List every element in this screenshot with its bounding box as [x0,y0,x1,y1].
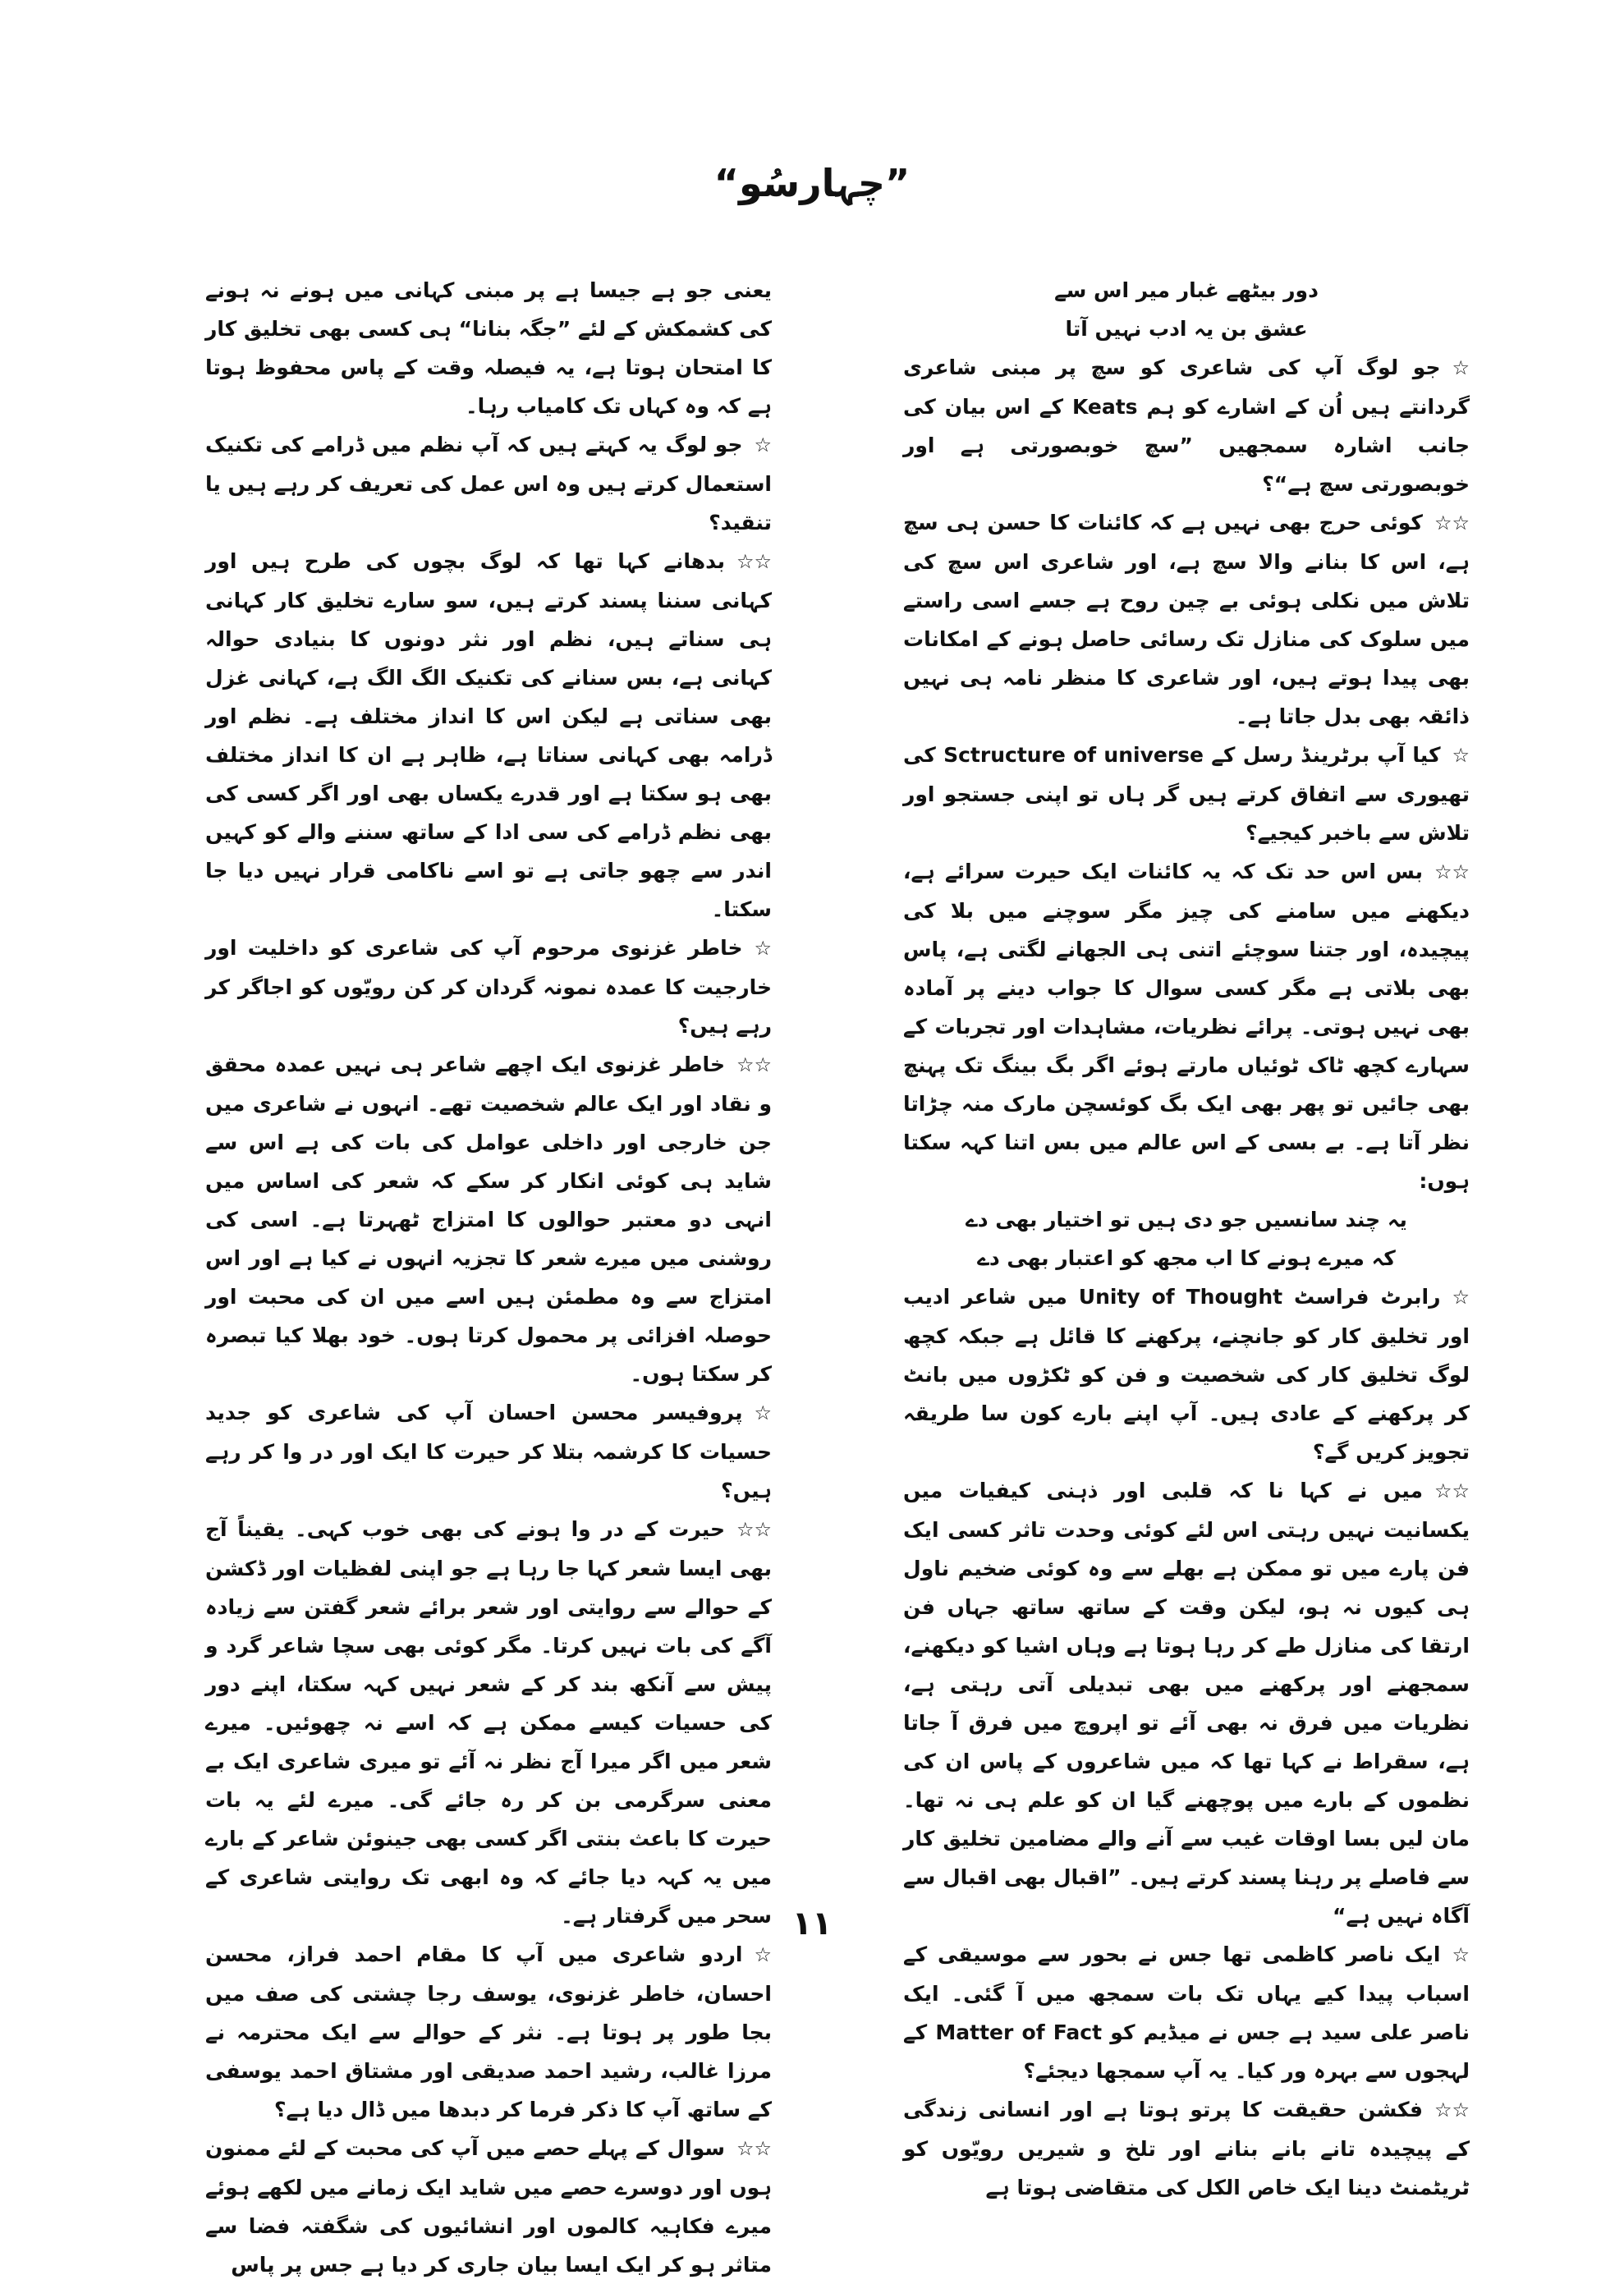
answer-paragraph [205,2129,772,2284]
question-text: جو لوگ یہ کہتے ہیں کہ آپ نظم میں ڈرامے کی تکنیک استعمال کرتے ہیں وہ اس عمل کی تعریف کر رہے ہیں یا تنقید؟ [205,433,772,534]
page-header-title: ”چہارسُو“ [713,161,911,205]
left-column [205,271,772,2277]
answer-paragraph [205,1045,772,1393]
verse-line: دور بیٹھے غبار میر اس سے [1054,278,1319,302]
page-number: ۱۱ [791,1905,833,1942]
right-column [903,271,1470,2199]
question-paragraph [205,425,772,542]
verse-line: کہ میرے ہونے کا اب مجھ کو اعتبار بھی دے [977,1246,1396,1270]
double-star-icon: ☆☆ [736,550,772,573]
answer-paragraph [205,1510,772,1935]
question-text: کیا آپ برٹرینڈ رسل کے Sctructure of universe کی تھیوری سے اتفاق کرتے ہیں گر ہاں تو اپنی جستجو اور تلاش سے باخبر کیجیے؟ [903,743,1470,845]
double-star-icon: ☆☆ [1434,2098,1470,2121]
question-paragraph [205,1393,772,1510]
double-star-icon: ☆☆ [1434,511,1470,534]
verse-line: یہ چند سانسیں جو دی ہیں تو اختیار بھی دے [966,1208,1407,1231]
answer-text: فکشن حقیقت کا پرتو ہوتا ہے اور انسانی زندگی کے پیچیدہ تانے بانے بنانے اور تلخ و شیریں رویّوں کو ٹریٹمنٹ دینا ایک خاص الکل کی متقاضی ہوتا ہے [903,2098,1470,2199]
star-icon: ☆ [754,937,772,960]
double-star-icon: ☆☆ [1434,1479,1470,1502]
question-text: ایک ناصر کاظمی تھا جس نے بحور سے موسیقی کے اسباب پیدا کیے یہاں تک بات سمجھ میں آ گئی۔ ایک ناصر علی سید ہے جس نے میڈیم کو Matter of Fact کے لہجوں سے بہرہ ور کیا۔ یہ آپ سمجھا دیجئے؟ [903,1942,1470,2083]
answer-paragraph [903,503,1470,736]
star-icon: ☆ [754,433,772,456]
answer-paragraph [205,271,772,425]
answer-text: خاطر غزنوی ایک اچھے شاعر ہی نہیں عمدہ محقق و نقاد اور ایک عالم شخصیت تھے۔ انہوں نے شاعری میں جن خارجی اور داخلی عوامل کی بات کی ہے اس سے شاید ہی کوئی انکار کر سکے کہ شعر کی اساس میں انہی دو معتبر حوالوں کا امتزاج ٹھہرتا ہے۔ اسی کی روشنی میں میرے شعر کا تجزیہ انہوں نے کیا ہے اور اس امتزاج سے وہ مطمئن ہیں اسے میں ان کی محبت اور حوصلہ افزائی پر محمول کرتا ہوں۔ خود بھلا کیا تبصرہ کر سکتا ہوں۔ [205,1053,772,1386]
answer-paragraph [903,852,1470,1200]
question-text: جو لوگ آپ کی شاعری کو سچ پر مبنی شاعری گردانتے ہیں اُن کے اشارے کو ہم Keats کے اس بیان کی جانب اشارہ سمجھیں ”سچ خوبصورتی ہے اور خوبصورتی سچ ہے“؟ [903,355,1470,496]
double-star-icon: ☆☆ [736,1518,772,1541]
question-text: پروفیسر محسن احسان آپ کی شاعری کو جدید حسیات کا کرشمہ بتلا کر حیرت کا ایک اور در وا کر رہے ہیں؟ [205,1401,772,1502]
question-paragraph [903,1277,1470,1471]
question-paragraph [903,1935,1470,2090]
question-text: اردو شاعری میں آپ کا مقام احمد فراز، محسن احسان، خاطر غزنوی، یوسف رجا چشتی کی صف میں بجا طور پر ہوتا ہے۔ نثر کے حوالے سے ایک محترمہ نے مرزا غالب، رشید احمد صدیقی اور مشتاق احمد یوسفی کے ساتھ آپ کا ذکر فرما کر دبدھا میں ڈال دیا ہے؟ [205,1942,772,2121]
question-paragraph [205,1935,772,2129]
answer-paragraph [903,2090,1470,2207]
star-icon: ☆ [1452,1943,1470,1966]
double-star-icon: ☆☆ [736,1053,772,1076]
double-star-icon: ☆☆ [736,2137,772,2160]
star-icon: ☆ [1452,356,1470,379]
answer-text: میں نے کہا نا کہ قلبی اور ذہنی کیفیات میں یکسانیت نہیں رہتی اس لئے کوئی وحدت تاثر کسی ایک فن پارے میں تو ممکن ہے بھلے سے وہ کوئی ضخیم ناول ہی کیوں نہ ہو، لیکن وقت کے ساتھ ساتھ جہاں فن ارتقا کی منازل طے کر رہا ہوتا ہے وہاں اشیا کو دیکھنے، سمجھنے اور پرکھنے میں بھی تبدیلی آتی رہتی ہے، نظریات میں فرق نہ بھی آئے تو اپروچ میں فرق آ جاتا ہے، سقراط نے کہا تھا کہ میں شاعروں کے پاس ان کی نظموں کے بارے میں پوچھنے گیا ان کو علم ہی نہ تھا۔ مان لیں بسا اوقات غیب سے آنے والے مضامین تخلیق کار سے فاصلے پر رہنا پسند کرتے ہیں۔ ”اقبال بھی اقبال سے آگاہ نہیں ہے“ [903,1479,1470,1928]
star-icon: ☆ [754,1943,772,1966]
star-icon: ☆ [754,1401,772,1424]
answer-paragraph [903,1471,1470,1935]
question-text: خاطر غزنوی مرحوم آپ کی شاعری کو داخلیت اور خارجیت کا عمدہ نمونہ گردان کر کن رویّوں کو اجاگر کر رہے ہیں؟ [205,936,772,1038]
verse-line: عشق بن یہ ادب نہیں آتا [1065,317,1308,341]
answer-text: یعنی جو ہے جیسا ہے پر مبنی کہانی میں ہونے نہ ہونے کی کشمکش کے لئے ”جگہ بنانا“ ہی کسی بھی تخلیق کار کا امتحان ہوتا ہے، یہ فیصلہ وقت کے پاس محفوظ ہوتا ہے کہ وہ کہاں تک کامیاب رہا۔ [205,278,772,418]
answer-paragraph [205,542,772,929]
star-icon: ☆ [1452,1286,1470,1309]
question-paragraph [205,929,772,1045]
answer-text: سوال کے پہلے حصے میں آپ کی محبت کے لئے ممنون ہوں اور دوسرے حصے میں شاید ایک زمانے میں لکھے ہوئے میرے فکاہیہ کالموں اور انشائیوں کی شگفتہ فضا سے متاثر ہو کر ایک ایسا بیان جاری کر دیا ہے جس پر پاس [205,2136,772,2277]
star-icon: ☆ [1452,744,1470,767]
double-star-icon: ☆☆ [1434,860,1470,883]
question-text: رابرٹ فراسٹ Unity of Thought میں شاعر ادیب اور تخلیق کار کو جانچنے، پرکھنے کا قائل ہے جبکہ کچھ لوگ تخلیق کار کی شخصیت و فن کو ٹکڑوں میں بانٹ کر پرکھنے کے عادی ہیں۔ آپ اپنے بارے کون سا طریقہ تجویز کریں گے؟ [903,1285,1470,1464]
question-paragraph [903,736,1470,852]
question-paragraph [903,348,1470,503]
answer-text: بس اس حد تک کہ یہ کائنات ایک حیرت سرائے ہے، دیکھنے میں سامنے کی چیز مگر سوچنے میں بلا کی پیچیدہ، اور جتنا سوچئے اتنی ہی الجھانے لگتی ہے، پاس بھی بلاتی ہے مگر کسی سوال کا جواب دینے پر آمادہ بھی نہیں ہوتی۔ پرائے نظریات، مشاہدات اور تجربات کے سہارے کچھ ٹاک ٹوئیاں مارتے ہوئے اگر بگ بینگ تک پہنچ بھی جائیں تو پھر بھی ایک بگ کوئسچن مارک منہ چڑاتا نظر آتا ہے۔ بے بسی کے اس عالم میں بس اتنا کہہ سکتا ہوں: [903,860,1470,1193]
answer-text: بدھانے کہا تھا کہ لوگ بچوں کی طرح ہیں اور کہانی سننا پسند کرتے ہیں، سو سارے تخلیق کار کہانی ہی سناتے ہیں، نظم اور نثر دونوں کا بنیادی حوالہ کہانی ہے، بس سنانے کی تکنیک الگ الگ ہے، کہانی غزل بھی سناتی ہے لیکن اس کا انداز مختلف ہے۔ نظم اور ڈرامہ بھی کہانی سناتا ہے، ظاہر ہے ان کا انداز مختلف بھی ہو سکتا ہے اور قدرے یکساں بھی اور اگر کسی کی بھی نظم ڈرامے کی سی ادا کے ساتھ سننے والے کو کہیں اندر سے چھو جاتی ہے تو اسے ناکامی قرار نہیں دیا جا سکتا۔ [205,549,772,921]
answer-text: حیرت کے در وا ہونے کی بھی خوب کہی۔ یقیناً آج بھی ایسا شعر کہا جا رہا ہے جو اپنی لفظیات اور ڈکشن کے حوالے سے روایتی اور شعر برائے شعر گفتن سے زیادہ آگے کی بات نہیں کرتا۔ مگر کوئی بھی سچا شاعر گرد و پیش سے آنکھ بند کر کے شعر نہیں کہہ سکتا، اپنے دور کی حسیات کیسے ممکن ہے کہ اسے نہ چھوئیں۔ میرے شعر میں اگر میرا آج نظر نہ آئے تو میری شاعری ایک بے معنی سرگرمی بن کر رہ جائے گی۔ میرے لئے یہ بات حیرت کا باعث بنتی اگر کسی بھی جینوئن شاعر کے بارے میں یہ کہہ دیا جائے کہ وہ ابھی تک روایتی شاعری کے سحر میں گرفتار ہے۔ [205,1517,772,1928]
answer-text: کوئی حرج بھی نہیں ہے کہ کائنات کا حسن ہی سچ ہے، اس کا بنانے والا سچ ہے، اور شاعری اس سچ کی تلاش میں نکلی ہوئی بے چین روح ہے جسے اسی راستے میں سلوک کی منازل تک رسائی حاصل ہونے کے امکانات بھی پیدا ہوتے ہیں، اور شاعری کا منظر نامہ ہی نہیں ذائقہ بھی بدل جاتا ہے۔ [903,511,1470,728]
